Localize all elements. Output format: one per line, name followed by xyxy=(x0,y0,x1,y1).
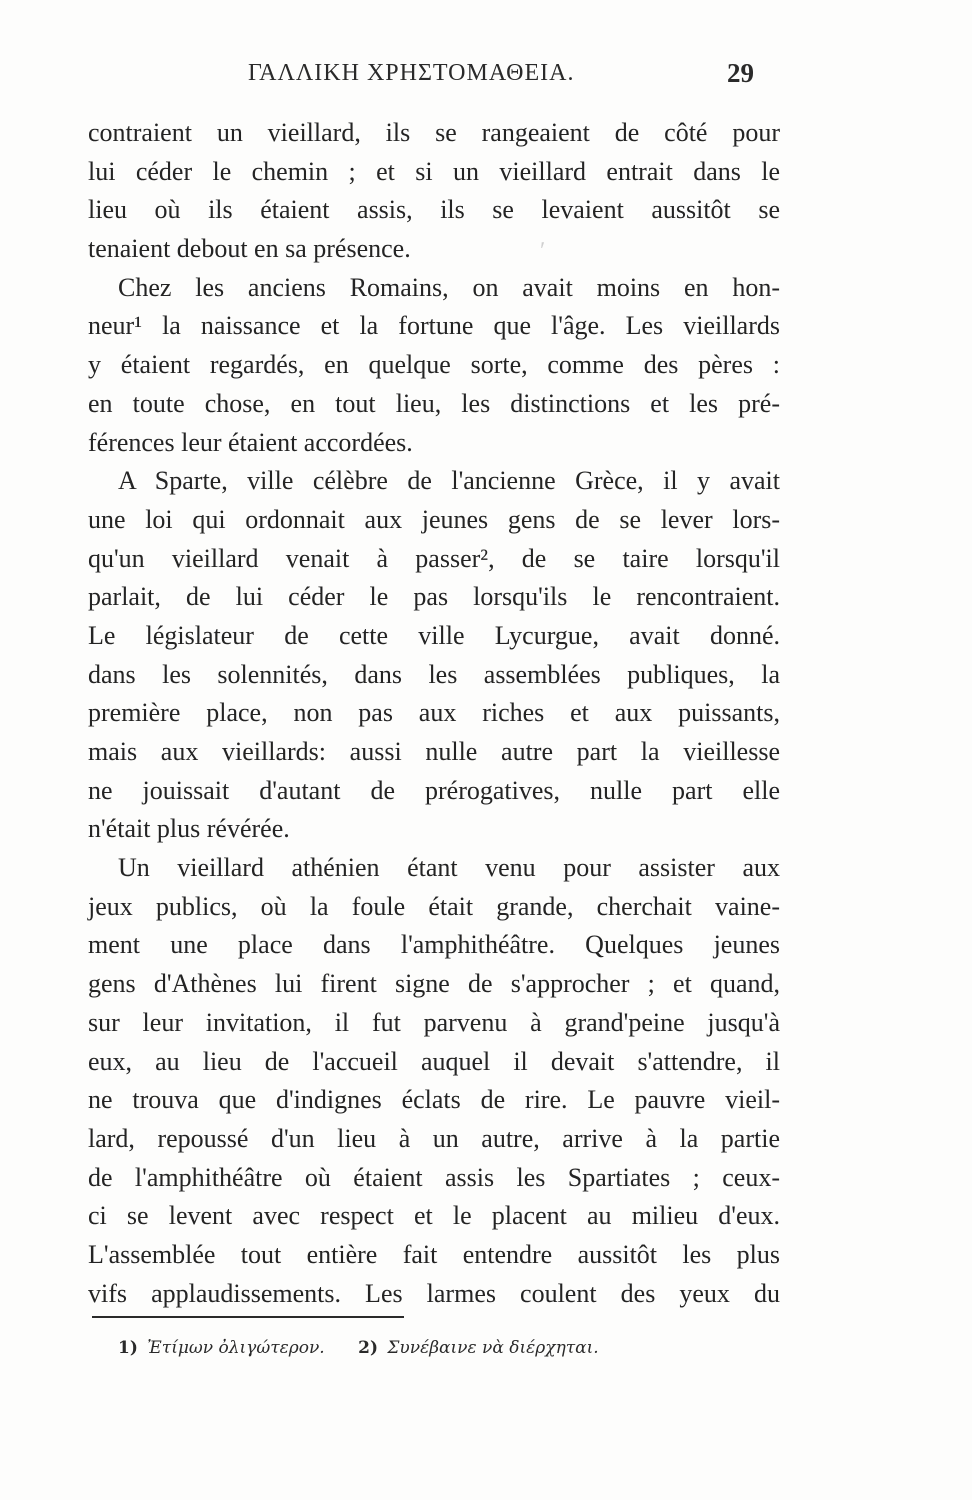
text-line: ne jouissait d'autant de prérogatives, nulle part elle xyxy=(88,775,780,805)
text-line: ne trouva que d'indignes éclats de rire. Le pauvre vieil- xyxy=(88,1085,780,1115)
text-line: parlait, de lui céder le pas lorsqu'ils le rencontraient. xyxy=(88,582,780,612)
paragraph-start-line: A Sparte, ville célèbre de l'ancienne Grèce, il y avait xyxy=(118,466,780,496)
text-line: lui céder le chemin ; et si un vieillard entrait dans le xyxy=(88,156,780,186)
text-line: de l'amphithéâtre où étaient assis les Spartiates ; ceux- xyxy=(88,1162,780,1192)
text-line: L'assemblée tout entière fait entendre aussitôt les plus xyxy=(88,1239,780,1269)
text-line: une loi qui ordonnait aux jeunes gens de se lever lors- xyxy=(88,504,780,534)
text-line: contraient un vieillard, ils se rangeaient de côté pour xyxy=(88,118,780,147)
footnote-rule xyxy=(92,1316,404,1318)
footnote-text: Ἐτίμων ὀλιγώτερον. xyxy=(147,1338,325,1358)
footnote-1 xyxy=(118,1338,330,1358)
text-line: neur¹ la naissance et la fortune que l'âge. Les vieillards xyxy=(88,311,780,341)
text-line: dans les solennités, dans les assemblées publiques, la xyxy=(88,659,780,689)
footnote-number: 1) xyxy=(118,1338,138,1358)
show-through-bleed: ʹ xyxy=(540,238,546,264)
text-line: mais aux vieillards: aussi nulle autre part la vieillesse xyxy=(88,737,780,766)
text-line: qu'un vieillard venait à passer², de se taire lorsqu'il xyxy=(88,543,780,573)
text-line: férences leur étaient accordées. xyxy=(88,427,413,457)
text-line: jeux publics, où la foule était grande, cherchait vaine- xyxy=(88,891,780,921)
text-line: lard, repoussé d'un lieu à un autre, arrive à la partie xyxy=(88,1123,780,1153)
running-title: ΓΑΛΛΙΚΗ ΧΡΗΣΤΟΜΑΘΕΙΑ. xyxy=(248,60,575,86)
text-line: première place, non pas aux riches et aux puissants, xyxy=(88,698,780,728)
paragraph-start-line: Un vieillard athénien étant venu pour assister aux xyxy=(118,853,780,883)
text-line: en toute chose, en tout lieu, les distinctions et les pré- xyxy=(88,388,780,418)
footnote-2 xyxy=(358,1338,599,1358)
text-line: ment une place dans l'amphithéâtre. Quelques jeunes xyxy=(88,930,780,960)
text-line: Le législateur de cette ville Lycurgue, avait donné. xyxy=(88,620,780,650)
text-line: gens d'Athènes lui firent signe de s'approcher ; et quand, xyxy=(88,969,780,999)
text-line: vifs applaudissements. Les larmes coulent des yeux du xyxy=(88,1278,780,1308)
text-line: y étaient regardés, en quelque sorte, comme des pères : xyxy=(88,350,780,380)
text-line: sur leur invitation, il fut parvenu à grand'peine jusqu'à xyxy=(88,1007,780,1037)
footnote-number: 2) xyxy=(358,1338,378,1358)
footnotes xyxy=(118,1338,778,1358)
text-line: n'était plus révérée. xyxy=(88,814,290,844)
text-line: ci se levent avec respect et le placent au milieu d'eux. xyxy=(88,1201,780,1231)
text-line: lieu où ils étaient assis, ils se levaient aussitôt se xyxy=(88,195,780,225)
text-line: eux, au lieu de l'accueil auquel il devait s'attendre, il xyxy=(88,1046,780,1076)
footnote-text: Συνέβαινε νὰ διέρχηται. xyxy=(387,1338,599,1358)
page-number: 29 xyxy=(727,58,754,88)
paragraph-start-line: Chez les anciens Romains, on avait moins en hon- xyxy=(118,272,780,302)
text-line: tenaient debout en sa présence. xyxy=(88,234,411,264)
body-text xyxy=(88,114,780,1313)
